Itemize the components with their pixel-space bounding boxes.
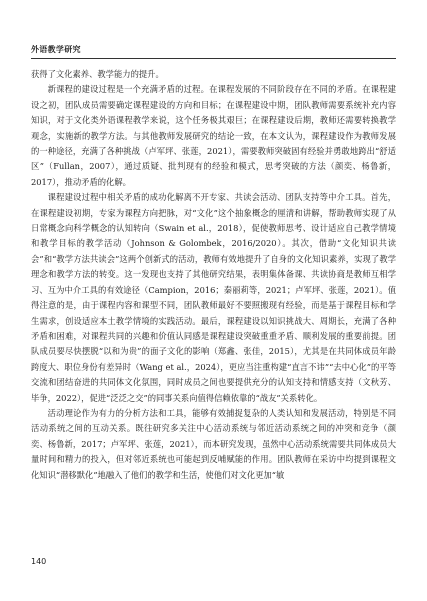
- paragraph: 获得了文化素养、教学能力的提升。: [31, 69, 164, 79]
- paragraph: 课程建设过程中相关矛盾的成功化解离不开专家、共读会活动、团队支持等中介工具。首先，在课程建设初期，专家为课程方向把脉，对“文化”这个抽象概念的厘清和讲解，帮助教师实现了从日常概念向科学概念的认知转向（Swain et al.，2018），促使教师思考、设计适应自己教学情境和教学目标的教学活动（Johnson & Golombek，2016/2020）。其次，借助“文化知识共读会”和“教学方法共读会”这两个创新式的活动，教师有效地提升了自身的文化知识素养，实现了教学理念和教学方法的转变。这一发现也支持了其他研究结果，表明集体备课、共读协商是教师互相学习、互为中介工具的有效途径（Campion，2016；秦丽莉等，2021；卢军坪、张莲，2021）。值得注意的是，由于课程内容和课型不同，团队教师最好不要照搬现有经验，而是基于课程目标和学生需求，创设适应本土教学情境的实践活动。最后，课程建设以知识挑战大、周期长，充满了各种矛盾和困难，对课程共同的兴趣和价值认同感是课程建设突破重重矛盾、顺利发展的重要前提。团队成员要尽快摆脱“以和为贵”的面子文化的影响（郑鑫、张佳，2015），尤其是在共同体成员年龄跨度大、职位身份有差异时（Wang et al.，2024），更应当注重构建“直言不讳”“去中心化”的平等交流和团结奋进的共同体文化氛围，同时成员之间也要提供充分的认知支持和情感支持（文秋芳、毕争，2022），促进“泛泛之交”的同事关系向值得信赖依靠的“战友”关系转化。: [31, 192, 396, 403]
- body-text: [31, 67, 396, 483]
- header-divider: [31, 58, 396, 59]
- journal-title: 外语教学研究: [31, 45, 81, 54]
- page-number: 140: [31, 557, 47, 566]
- paragraph: 活动理论作为有力的分析方法和工具，能够有效捕捉复杂的人类认知和发展活动，特别是不同活动系统之间的互动关系。既往研究多关注中心活动系统与邻近活动系统之间的冲突和竞争（颜奕、杨鲁新，2017；卢军坪、张莲，2021），而本研究发现，虽然中心活动系统需要共同体成员大量时间和精力的投入，但对邻近系统也可能起到反哺赋能的作用。团队教师在采访中均提到课程文化知识“潜移默化”地融入了他们的教学和生活，使他们对文化更加“敏: [31, 407, 396, 480]
- paragraph: 新课程的建设过程是一个充满矛盾的过程。在课程发展的不同阶段存在不同的矛盾。在课程建设之初，团队成员需要确定课程建设的方向和目标；在课程建设中期，团队教师需要系统补充内容知识，对于文化类外语课程教学来说，这个任务极其艰巨；在课程建设后期，教师还需要转换教学观念，实施新的教学方法。与其他教师发展研究的结论一致，在本文认为，课程建设作为教师发展的一种途径，充满了各种挑战（卢军坪、张莲，2021），需要教师突破固有经验并勇敢地跨出“舒适区”（Fullan，2007），通过质疑、批判现有的经验和模式，思考突破的方法（颜奕、杨鲁新，2017），推动矛盾的化解。: [31, 84, 396, 187]
